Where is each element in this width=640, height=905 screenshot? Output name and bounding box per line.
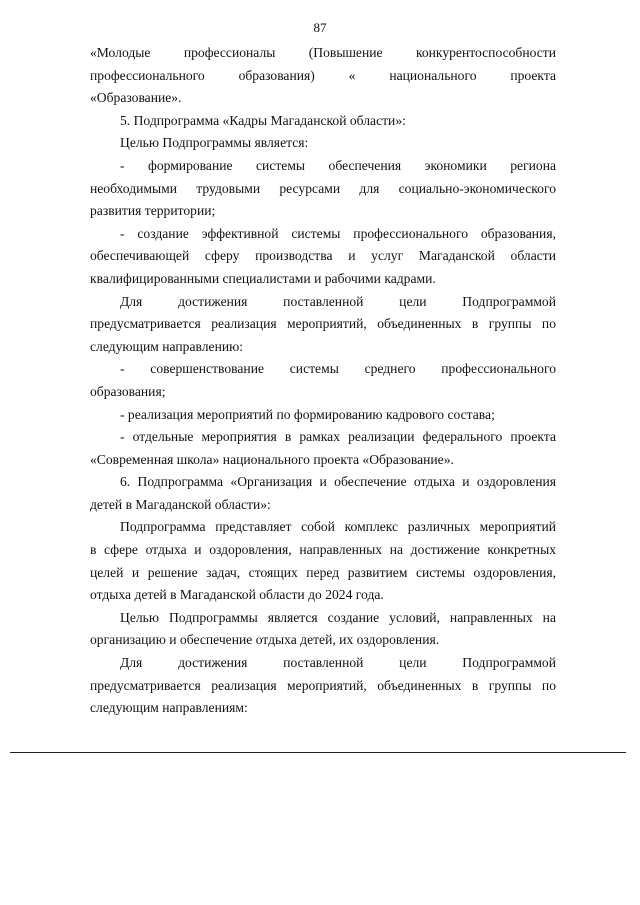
text-line: Подпрограмма представляет собой комплекс различных мероприятий <box>120 519 556 535</box>
text-line: 5. Подпрограмма «Кадры Магаданской области»: <box>120 112 406 128</box>
page-number: 87 <box>313 20 327 35</box>
document-body <box>90 42 556 720</box>
text-line: - формирование системы обеспечения экономики региона <box>120 157 556 173</box>
text-line: профессионального образования) « национального проекта <box>90 67 556 83</box>
text-line: образования; <box>90 383 166 399</box>
text-line: необходимыми трудовыми ресурсами для социально-экономического <box>90 180 556 196</box>
text-line: детей в Магаданской области»: <box>90 496 271 512</box>
text-line: обеспечивающей сферу производства и услуг Магаданской области <box>90 248 556 264</box>
text-line: следующим направлению: <box>90 338 244 354</box>
text-line: следующим направлениям: <box>90 700 248 716</box>
text-line: «Молодые профессионалы (Повышение конкурентоспособности <box>90 45 556 60</box>
text-line: «Современная школа» национального проекта «Образование». <box>90 451 454 467</box>
text-line: Целью Подпрограммы является создание условий, направленных на <box>120 609 556 625</box>
text-line: - отдельные мероприятия в рамках реализации федерального проекта <box>120 429 556 445</box>
text-line: Для достижения поставленной цели Подпрограммой <box>120 655 556 671</box>
text-line: целей и решение задач, стоящих перед развитием системы оздоровления, <box>90 564 556 580</box>
text-line: - совершенствование системы среднего профессионального <box>120 361 556 377</box>
text-line: предусматривается реализация мероприятий, объединенных в группы по <box>90 316 556 332</box>
text-line: 6. Подпрограмма «Организация и обеспечение отдыха и оздоровления <box>120 474 556 490</box>
text-line: в сфере отдыха и оздоровления, направленных на достижение конкретных <box>90 542 556 558</box>
text-line: - создание эффективной системы профессионального образования, <box>120 225 556 241</box>
text-line: Целью Подпрограммы является: <box>120 135 309 151</box>
horizontal-divider <box>10 752 626 753</box>
text-line: квалифицированными специалистами и рабочими кадрами. <box>90 270 436 286</box>
text-line: Для достижения поставленной цели Подпрограммой <box>120 293 556 309</box>
text-line: «Образование». <box>90 90 182 106</box>
text-line: развития территории; <box>90 203 216 219</box>
text-line: организацию и обеспечение отдыха детей, их оздоровления. <box>90 632 440 648</box>
text-line: отдыха детей в Магаданской области до 2024 года. <box>90 587 384 603</box>
text-line: предусматривается реализация мероприятий, объединенных в группы по <box>90 677 556 693</box>
text-line: - реализация мероприятий по формированию кадрового состава; <box>120 406 495 422</box>
